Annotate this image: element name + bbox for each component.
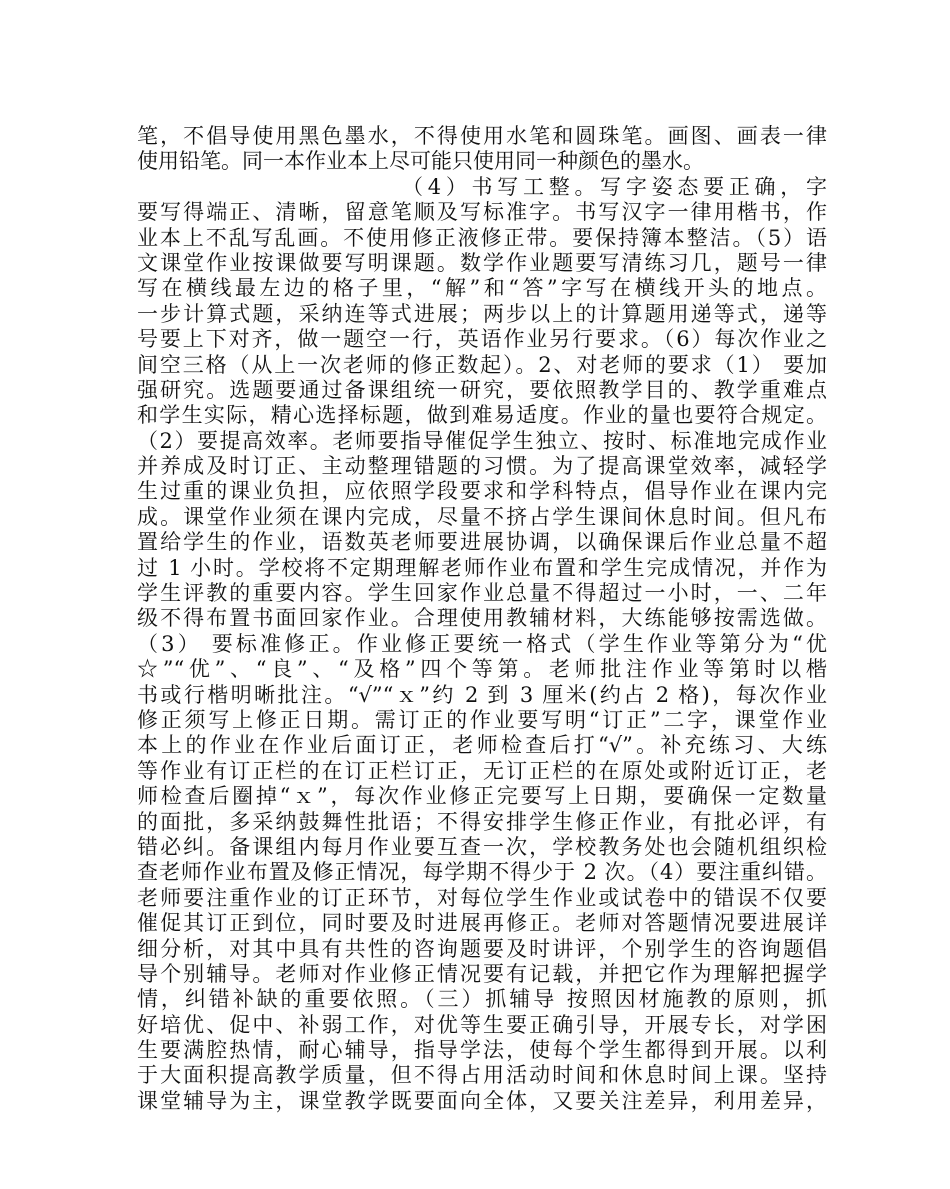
text-line: 本上的作业在作业后面订正，老师检查后打“√”。补充练习、大练 <box>137 733 827 758</box>
text-line: 间空三格（从上一次老师的修正数起）。2、对老师的要求（1） 要加 <box>137 352 827 377</box>
text-line: 催促其订正到位，同时要及时进展再修正。老师对答题情况要进展详 <box>137 911 827 936</box>
text-line: 写在横线最左边的格子里，“解”和“答”字写在横线开头的地点。 <box>137 276 827 301</box>
text-line: 成。课堂作业须在课内完成，尽量不挤占学生课间休息时间。但凡布 <box>137 504 827 529</box>
text-line: 师检查后圈掉“ｘ”，每次作业修正完要写上日期，要确保一定数量 <box>137 784 827 809</box>
text-line: 课堂辅导为主，课堂教学既要面向全体，又要关注差异，利用差异， <box>137 1088 827 1113</box>
text-line: 级不得布置书面回家作业。合理使用教辅材料，大练能够按需选做。 <box>137 606 827 631</box>
text-line: 业本上不乱写乱画。不使用修正液修正带。要保持簿本整洁。（5）语 <box>137 225 827 250</box>
text-line: 文课堂作业按课做要写明课题。数学作业题要写清练习几，题号一律 <box>137 250 827 275</box>
text-line: 错必纠。备课组内每月作业要互查一次，学校教务处也会随机组织检 <box>137 834 827 859</box>
text-line: 使用铅笔。同一本作业本上尽可能只使用同一种颜色的墨水。 <box>137 149 704 174</box>
text-line: 笔，不倡导使用黑色墨水，不得使用水笔和圆珠笔。画图、画表一律 <box>137 124 827 148</box>
text-line: 学生评教的重要内容。学生回家作业总量不得超过一小时，一、二年 <box>137 581 827 606</box>
text-line: 生要满腔热情，耐心辅导，指导学法，使每个学生都得到开展。以利 <box>137 1038 827 1063</box>
text-line: 于大面积提高教学质量，但不得占用活动时间和休息时间上课。坚持 <box>137 1063 827 1088</box>
text-line: 置给学生的作业，语数英老师要进展协调，以确保课后作业总量不超 <box>137 530 827 555</box>
text-line: 强研究。选题要通过备课组统一研究，要依照教学目的、教学重难点 <box>137 377 827 402</box>
text-line: （4）书写工整。写字姿态要正确，字 <box>402 174 827 199</box>
text-line: 老师要注重作业的订正环节，对每位学生作业或试卷中的错误不仅要 <box>137 885 827 910</box>
text-line: 情，纠错补缺的重要依照。（三）抓辅导 按照因材施教的原则，抓 <box>137 987 827 1012</box>
text-line: 号要上下对齐，做一题空一行，英语作业另行要求。（6）每次作业之 <box>137 327 827 352</box>
text-line: 好培优、促中、补弱工作，对优等生要正确引导，开展专长，对学困 <box>137 1012 827 1037</box>
text-line: 要写得端正、清晰，留意笔顺及写标准字。书写汉字一律用楷书，作 <box>137 200 827 225</box>
text-line: 修正须写上修正日期。需订正的作业要写明“订正”二字，课堂作业 <box>137 707 827 732</box>
text-line: 的面批，多采纳鼓舞性批语；不得安排学生修正作业，有批必评，有 <box>137 809 827 834</box>
text-line: 和学生实际，精心选择标题，做到难易适度。作业的量也要符合规定。 <box>137 403 827 428</box>
text-line: 过 1 小时。学校将不定期理解老师作业布置和学生完成情况，并作为 <box>137 555 827 580</box>
text-line: （3） 要标准修正。作业修正要统一格式（学生作业等第分为“优 <box>137 631 827 656</box>
document-body <box>137 124 827 1114</box>
text-line: 书或行楷明晰批注。“√”“ｘ”约 2 到 3 厘米(约占 2 格)，每次作业 <box>137 682 827 707</box>
text-line: 并养成及时订正、主动整理错题的习惯。为了提高课堂效率，减轻学 <box>137 454 827 479</box>
text-line: （2）要提高效率。老师要指导催促学生独立、按时、标准地完成作业 <box>137 428 827 453</box>
text-line: 一步计算式题，采纳连等式进展；两步以上的计算题用递等式，递等 <box>137 301 827 326</box>
text-line: 查老师作业布置及修正情况，每学期不得少于 2 次。（4）要注重纠错。 <box>137 860 827 885</box>
text-line: 生过重的课业负担，应依照学段要求和学科特点，倡导作业在课内完 <box>137 479 827 504</box>
text-line: 等作业有订正栏的在订正栏订正，无订正栏的在原处或附近订正，老 <box>137 758 827 783</box>
text-line: ☆”“优”、“良”、“及格”四个等第。老师批注作业等第时以楷 <box>137 657 827 682</box>
text-line: 导个别辅导。老师对作业修正情况要有记载，并把它作为理解把握学 <box>137 961 827 986</box>
text-line: 细分析，对其中具有共性的咨询题要及时讲评，个别学生的咨询题倡 <box>137 936 827 961</box>
